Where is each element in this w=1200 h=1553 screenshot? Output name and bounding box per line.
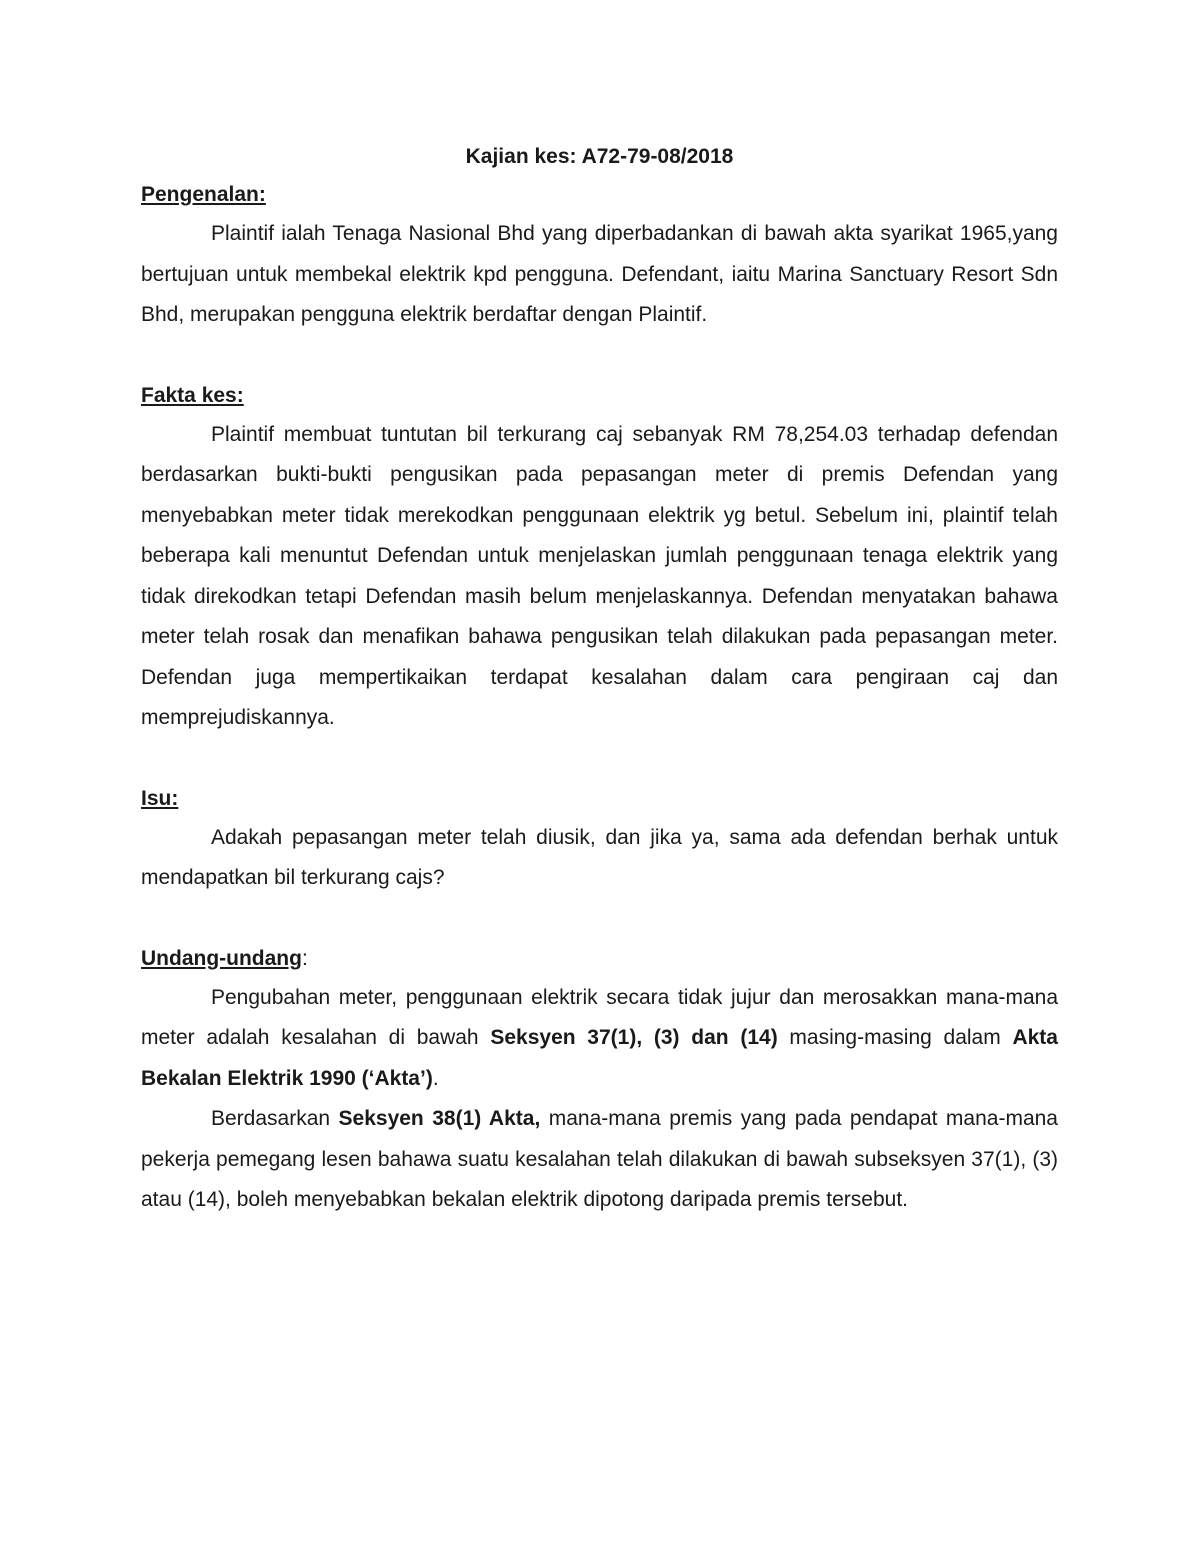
section-spacer — [141, 336, 1058, 377]
paragraph-fakta-kes: Plaintif membuat tuntutan bil terkurang caj sebanyak RM 78,254.03 terhadap defendan berdasarkan bukti-bukti pengusikan pada pepasangan meter di premis Defendan yang menyebabkan meter tidak merekodkan penggunaan elektrik yg betul. Sebelum ini, plaintif telah beberapa kali menuntut Defendan untuk menjelaskan jumlah penggunaan tenaga elektrik yang tidak direkodkan tetapi Defendan masih belum menjelaskannya. Defendan menyatakan bahawa meter telah rosak dan menafikan bahawa pengusikan telah dilakukan pada pepasangan meter. Defendan juga mempertikaikan terdapat kesalahan dalam cara pengiraan caj dan memprejudiskannya. — [141, 422, 1058, 729]
bold-run-seksyen-37: Seksyen 37(1), (3) dan (14) — [490, 1026, 778, 1049]
heading-isu: Isu: — [141, 786, 179, 810]
paragraph-pengenalan: Plaintif ialah Tenaga Nasional Bhd yang diperbadankan di bawah akta syarikat 1965,yang bertujuan untuk membekal elektrik kpd pengguna. Defendant, iaitu Marina Sanctuary Resort Sdn Bhd, merupakan pengguna elektrik berdaftar dengan Plaintif. — [141, 222, 1058, 326]
heading-fakta-kes: Fakta kes: — [141, 383, 244, 407]
text-run: . — [432, 1066, 439, 1090]
paragraph-isu: Adakah pepasangan meter telah diusik, dan jika ya, sama ada defendan berhak untuk mendapatkan bil terkurang cajs? — [141, 825, 1058, 889]
bold-run-seksyen-38: Seksyen 38(1) Akta, — [338, 1107, 541, 1130]
section-spacer — [141, 899, 1058, 940]
document-title: Kajian kes: A72-79-08/2018 — [465, 145, 734, 168]
heading-undang-undang: Undang-undang — [141, 946, 302, 970]
document-body — [141, 143, 1058, 1221]
heading-pengenalan: Pengenalan: — [141, 183, 266, 206]
text-run: mana-mana premis yang pada pendapat mana-mana pekerja pemegang lesen bahawa suatu kesalahan telah dilakukan di bawah subseksyen 37(1), (3) atau (14), boleh menyebabkan bekalan elektrik dipotong daripada premis tersebut. — [141, 1107, 1058, 1211]
bold-run-akta: Akta Bekalan Elektrik 1990 (‘Akta’) — [141, 1026, 1058, 1090]
paragraph-undang-undang-2 — [141, 1099, 1058, 1221]
text-run: masing-masing dalam — [777, 1026, 1013, 1049]
heading-undang-undang-line — [141, 940, 1058, 978]
text-run: Pengubahan meter, penggunaan elektrik secara tidak jujur dan merosakkan mana-mana meter adalah kesalahan di bawah — [141, 985, 1058, 1049]
section-spacer — [141, 739, 1058, 780]
heading-undang-undang-colon: : — [301, 946, 308, 970]
text-run: Berdasarkan — [211, 1107, 339, 1130]
paragraph-undang-undang-1 — [141, 978, 1058, 1100]
